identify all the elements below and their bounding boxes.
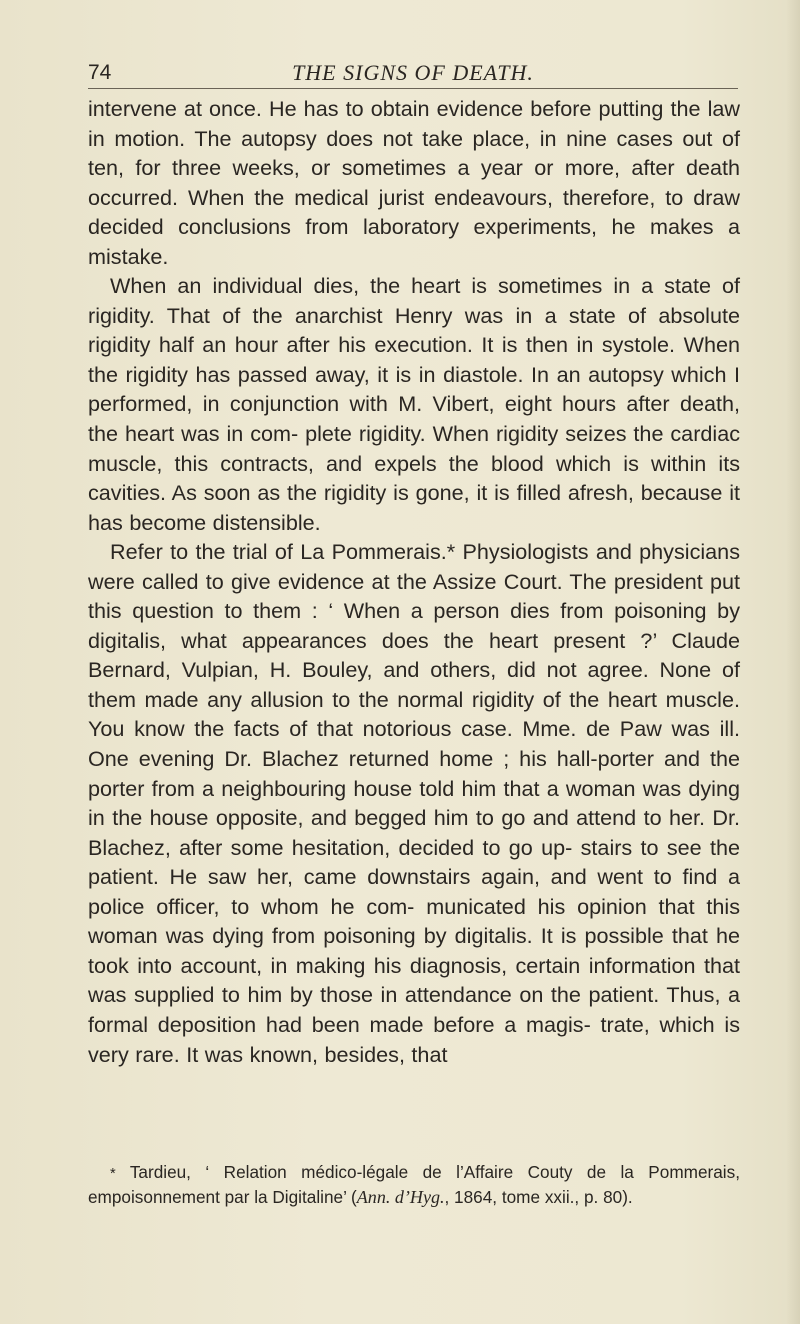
footnote-text-end: , 1864, tome xxii., p. 80).: [444, 1187, 633, 1208]
page-header: [88, 58, 738, 88]
footnote-text-start: Tardieu, ‘ Relation médico-légale de l’Affaire Couty de la Pommerais, empoisonnement par la Digitaline’ (: [88, 1162, 740, 1208]
page-edge-shadow: [786, 0, 800, 1324]
footnote: [88, 1161, 740, 1210]
body-text: [88, 94, 740, 1069]
paragraph-2: When an individual dies, the heart is sometimes in a state of rigidity. That of the anarchist Henry was in a state of absolute rigidity half an hour after his execution. It is then in systole. When the rigidity has passed away, it is in diastole. In an autopsy which I performed, in conjunction with M. Vibert, eight hours after death, the heart was in com- plete rigidity. When rigidity seizes the cardiac muscle, this contracts, and expels the blood which is within its cavities. As soon as the rigidity is gone, it is filled afresh, because it has become distensible.: [88, 273, 740, 535]
header-rule: [88, 88, 738, 89]
footnote-journal: Ann. d’Hyg.: [356, 1187, 445, 1208]
paragraph-1: intervene at once. He has to obtain evidence before putting the law in motion. The autopsy does not take place, in nine cases out of ten, for three weeks, or sometimes a year or more, after death occurred. When the medical jurist endeavours, therefore, to draw decided conclusions from laboratory experiments, he makes a mistake.: [88, 96, 740, 269]
running-title: THE SIGNS OF DEATH.: [292, 60, 534, 85]
paragraph-3: Refer to the trial of La Pommerais.* Physiologists and physicians were called to give evidence at the Assize Court. The president put this question to them : ‘ When a person dies from poisoning by digitalis, what appearances does the heart present ?’ Claude Bernard, Vulpian, H. Bouley, and others, did not agree. None of them made any allusion to the normal rigidity of the heart muscle. You know the facts of that notorious case. Mme. de Paw was ill. One evening Dr. Blachez returned home ; his hall-porter and the porter from a neighbouring house told him that a woman was dying in the house opposite, and begged him to go and attend to her. Dr. Blachez, after some hesitation, decided to go up- stairs to see the patient. He saw her, came downstairs again, and went to find a police officer, to whom he com- municated his opinion that this woman was dying from poisoning by digitalis. It is possible that he took into account, in making his diagnosis, certain information that was supplied to him by those in attendance on the patient. Thus, a formal deposition had been made before a magis- trate, which is very rare. It was known, besides, that: [88, 539, 740, 1067]
footnote-marker: *: [110, 1166, 116, 1182]
page-number: 74: [88, 61, 112, 84]
